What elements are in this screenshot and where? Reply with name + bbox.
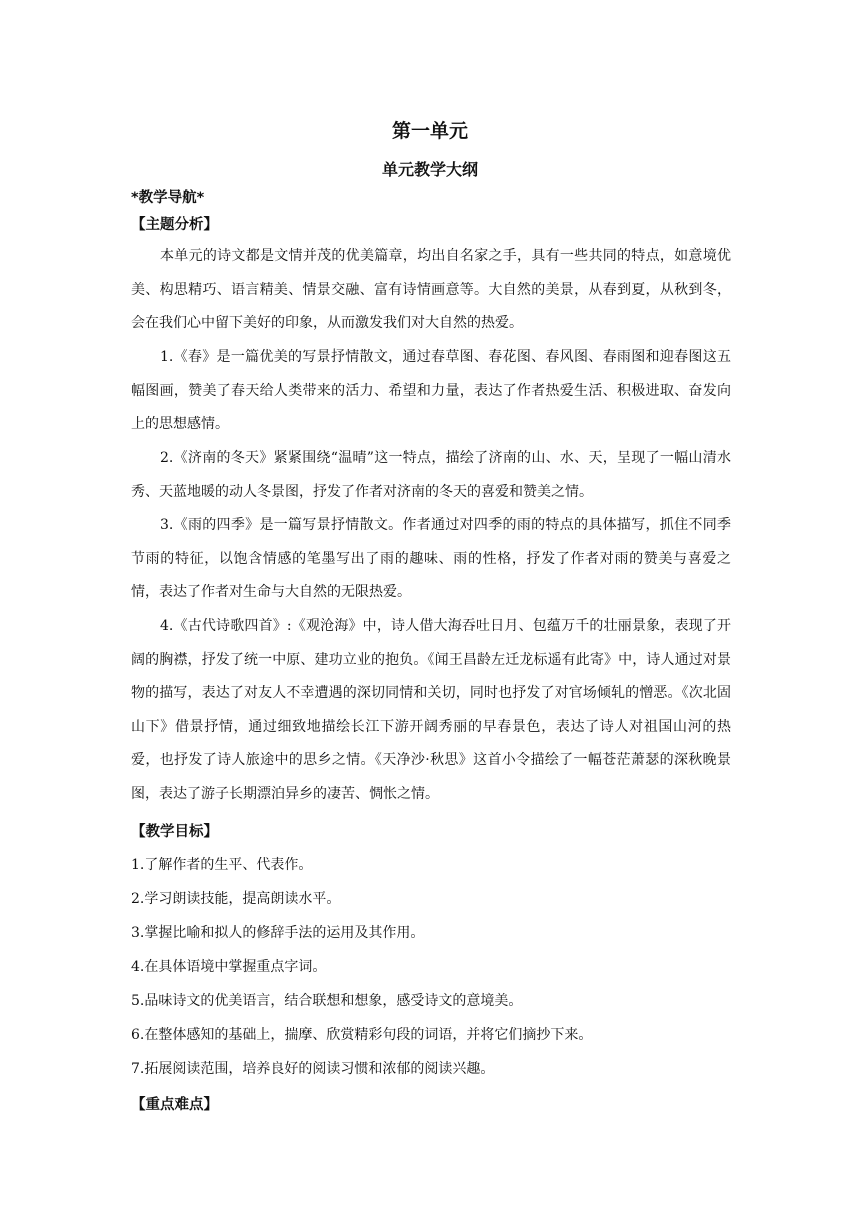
teaching-objectives-heading: 【教学目标】	[131, 824, 218, 840]
objective-item: 1.了解作者的生平、代表作。	[131, 857, 313, 873]
paragraph-ancient-poems: 4.《古代诗歌四首》:《观沧海》中，诗人借大海吞吐日月、包蕴万千的壮丽景象，表现了开阔的胸襟，抒发了统一中原、建功立业的抱负。《闻王昌龄左迁龙标遥有此寄》中，诗人通过对景物的描写，表达了对友人不幸遭遇的深切同情和关切，同时也抒发了对官场倾轧的憎恶。《次北固山下》借景抒情，通过细致地描绘长江下游开阔秀丽的早春景色，表达了诗人对祖国山河的热爱，也抒发了诗人旅途中的思乡之情。《天净沙·秋思》这首小令描绘了一幅苍茫萧瑟的深秋晚景图，表达了游子长期漂泊异乡的凄苦、惆怅之情。	[131, 618, 731, 802]
unit-subtitle: 单元教学大纲	[381, 160, 478, 179]
objective-item: 2.学习朗读技能，提高朗读水平。	[131, 891, 341, 907]
objective-item: 6.在整体感知的基础上，揣摩、欣赏精彩句段的词语，并将它们摘抄下来。	[131, 1027, 593, 1043]
paragraph-jinan-winter: 2.《济南的冬天》紧紧围绕“温晴”这一特点，描绘了济南的山、水、天，呈现了一幅山清水秀、天蓝地暖的动人冬景图，抒发了作者对济南的冬天的喜爱和赞美之情。	[131, 450, 731, 500]
paragraph-rain-seasons: 3.《雨的四季》是一篇写景抒情散文。作者通过对四季的雨的特点的具体描写，抓住不同季节雨的特征，以饱含情感的笔墨写出了雨的趣味、雨的性格，抒发了作者对雨的赞美与喜爱之情，表达了作者对生命与大自然的无限热爱。	[131, 517, 731, 600]
teaching-navigation-heading: *教学导航*	[131, 190, 205, 206]
intro-paragraph: 本单元的诗文都是文情并茂的优美篇章，均出自名家之手，具有一些共同的特点，如意境优美、构思精巧、语言精美、情景交融、富有诗情画意等。大自然的美景，从春到夏，从秋到冬，会在我们心中留下美好的印象，从而激发我们对大自然的热爱。	[131, 248, 731, 331]
objective-item: 7.拓展阅读范围，培养良好的阅读习惯和浓郁的阅读兴趣。	[131, 1061, 495, 1077]
unit-title: 第一单元	[391, 120, 468, 142]
theme-analysis-heading: 【主题分析】	[131, 217, 218, 233]
key-points-heading: 【重点难点】	[131, 1097, 218, 1113]
objective-item: 5.品味诗文的优美语言，结合联想和想象，感受诗文的意境美。	[131, 993, 523, 1009]
objective-item: 3.掌握比喻和拟人的修辞手法的运用及其作用。	[131, 925, 425, 941]
paragraph-spring: 1.《春》是一篇优美的写景抒情散文，通过春草图、春花图、春风图、春雨图和迎春图这五幅图画，赞美了春天给人类带来的活力、希望和力量，表达了作者热爱生活、积极进取、奋发向上的思想感情。	[131, 349, 731, 432]
objective-item: 4.在具体语境中掌握重点字词。	[131, 959, 327, 975]
